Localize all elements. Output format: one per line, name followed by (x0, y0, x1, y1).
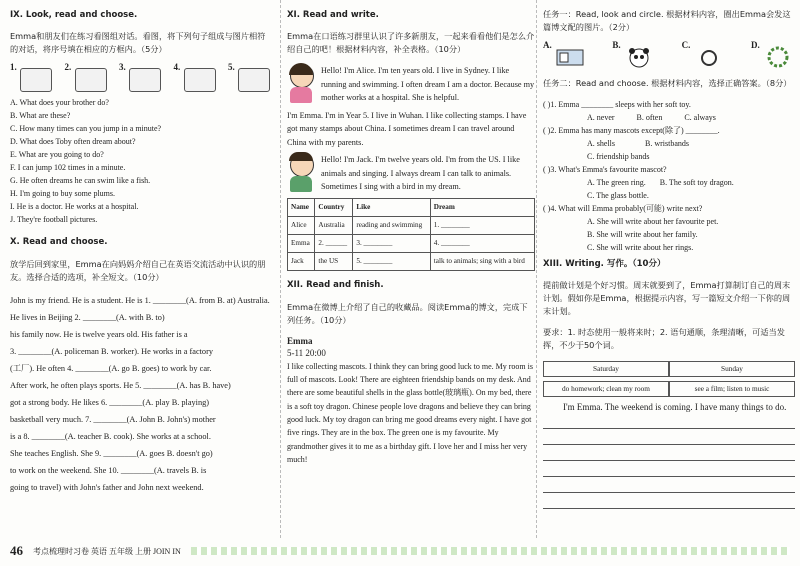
picture-box (129, 68, 161, 92)
wreath-icon (763, 46, 793, 68)
section-10-instructions: 放学后回到家里，Emma在向妈妈介绍自己在英语交流活动中认识的朋友。选择合适的选项，补全短文。（10分） (10, 258, 266, 282)
picture-1 (10, 64, 54, 90)
picture-box (184, 68, 216, 92)
writing-line[interactable] (543, 461, 795, 477)
picture-number: 1. (10, 62, 17, 73)
picture-3 (119, 64, 163, 90)
picture-box (238, 68, 270, 92)
passage-line: John is my friend. He is a student. He is 1. ________(A. from B. at) Australia. He lives in Beijing 2. ________(A. with B. to) (10, 295, 270, 322)
emma-intro (287, 109, 535, 150)
passage-line: to work on the weekend. She 10. ________(A. travels B. is (10, 465, 207, 475)
page-footer (10, 542, 790, 560)
friends-table (287, 198, 535, 271)
activity-label: do homework; clean my room (543, 381, 669, 397)
emma-text: I'm Emma. I'm in Year 5. I live in Wuhan. I like collecting stamps. I have got many stamps about China. I sometimes dream I can travel around China with my parents. (287, 110, 527, 147)
alice-text: Hello! I'm Alice. I'm ten years old. I live in Sydney. I like running and swimming. I often dream I am a doctor. Because my mother works at a hospital. She is helpful. (321, 66, 535, 103)
table-cell: reading and swimming (353, 216, 430, 234)
answer-option[interactable]: C. friendship bands (587, 151, 650, 161)
table-cell: Australia (315, 216, 353, 234)
option: J. They're football pictures. (10, 215, 98, 225)
writing-line[interactable] (543, 445, 795, 461)
section-11-instructions: Emma在口语练习群里认识了许多新朋友，一起来看看他们是怎么介绍自己的吧！根据材料内容，补全表格。（10分） (287, 31, 535, 54)
day-label: Sunday (669, 361, 795, 377)
question-text: ( )4. What will Emma probably(可能) write next? (543, 203, 703, 213)
table-cell[interactable]: 1. ________ (430, 216, 534, 234)
table-cell[interactable]: 3. ________ (353, 234, 430, 252)
boy-avatar-icon (287, 153, 315, 193)
option: F. I can jump 102 times in a minute. (10, 163, 126, 173)
activity-label: see a film; listen to music (669, 381, 795, 397)
table-row (288, 234, 535, 252)
day-label: Saturday (543, 361, 669, 377)
question-text: ( )3. What's Emma's favourite mascot? (543, 164, 667, 174)
table-cell[interactable]: 5. ________ (353, 252, 430, 270)
answer-option[interactable]: B. often (636, 112, 663, 122)
writing-line[interactable] (543, 429, 795, 445)
table-cell: talk to animals; sing with a bird (430, 252, 534, 270)
picture-4 (174, 64, 218, 90)
table-header: Dream (430, 198, 534, 216)
choice-b[interactable] (612, 42, 656, 68)
question-text: ( )1. Emma ________ sleeps with her soft toy. (543, 99, 691, 109)
section-10-passage (10, 292, 272, 496)
picture-number: 4. (173, 62, 181, 73)
alice-intro (287, 64, 535, 105)
question-text: ( )2. Emma has many mascots except(除了) ________. (543, 125, 720, 135)
section-13-title: XIII. Writing. 写作。（10分） (543, 258, 666, 269)
question-4 (543, 202, 795, 254)
passage-line: 3. ________(A. policeman B. worker). He works in a factory (10, 346, 213, 356)
table-header: Country (315, 198, 353, 216)
option: A. What does your brother do? (10, 98, 109, 108)
option: C. How many times can you jump in a minute? (10, 124, 162, 134)
option: B. What are these? (10, 111, 71, 121)
passage-line: (工厂). He often 4. ________(A. go B. goes) to work by car. (10, 363, 212, 373)
answer-option[interactable]: A. The green ring. (587, 177, 646, 187)
writing-line[interactable] (543, 493, 795, 509)
task-2-instructions: 任务二：Read and choose. 根据材料内容，选择正确答案。（8分） (543, 77, 792, 88)
table-row (288, 216, 535, 234)
passage-line: got a strong body. He likes 6. ________(A. play B. playing) (10, 397, 210, 407)
option: I. He is a doctor. He works at a hospital. (10, 202, 139, 212)
passage-line: going to travel) with John's father and John next weekend. (10, 482, 204, 492)
choice-a[interactable] (543, 42, 587, 68)
picture-box (75, 68, 107, 92)
option: G. He often dreams he can swim like a fish. (10, 176, 151, 186)
table-header: Name (288, 198, 315, 216)
answer-option[interactable]: B. She will write about her family. (587, 229, 698, 239)
table-row (288, 252, 535, 270)
passage-line: She teaches English. She 9. ________(A. goes B. doesn't go) (10, 448, 213, 458)
footer-stripe (191, 547, 790, 555)
passage-line: his family now. He is twelve years old. His father is a (10, 329, 188, 339)
answer-option[interactable]: C. always (684, 112, 716, 122)
table-cell: Alice (288, 216, 315, 234)
writing-start: I'm Emma. The weekend is coming. I have many things to do. (563, 401, 787, 412)
picture-number: 3. (119, 62, 126, 73)
blog-author: Emma (287, 335, 313, 346)
choice-d[interactable] (751, 42, 795, 68)
task-1-instructions: 任务一：Read, look and circle. 根据材料内容，圈出Emma会发这篇博文配的图片。（2分） (543, 9, 791, 33)
answer-option[interactable]: B. The soft toy dragon. (659, 177, 734, 187)
answer-option[interactable]: C. She will write about her rings. (587, 242, 694, 252)
answer-option[interactable]: A. She will write about her favourite pet. (587, 216, 719, 226)
blog-post (287, 360, 535, 466)
section-12-instructions: Emma在微博上介绍了自己的收藏品。阅读Emma的博文，完成下列任务。（10分） (287, 301, 528, 325)
section-9-title: IX. Look, read and choose. (10, 9, 138, 20)
picture-2 (65, 64, 109, 90)
section-12-title: XII. Read and finish. (287, 280, 384, 291)
footer-text: 考点梳理时习卷 英语 五年级 上册 JOIN IN (33, 546, 181, 556)
answer-option[interactable]: B. wristbands (645, 138, 689, 148)
weekend-timeline (543, 361, 795, 377)
section-10-title: X. Read and choose. (10, 237, 108, 248)
choice-label: B. (612, 40, 621, 51)
passage-line: basketball very much. 7. ________(A. John B. John's) mother (10, 414, 216, 424)
picture-box (20, 68, 52, 92)
section-9-options (10, 96, 272, 226)
blog-text: I like collecting mascots. I think they can bring good luck to me. My room is full of mascots. Look! There are eighteen friendship bands on my desk. And there are some beautiful shells in the glass bottle(玻璃瓶). On my bed, there is a soft toy dragon. Chinese people love dragons and believe they can bring good luck. My toy dragon can bring me good dreams every night. I have got five rings. They are in the box. The green one is my favourite. My grandmother gives it to me as a birthday gift. I love her and I miss her very much! (287, 361, 533, 464)
girl-avatar-icon (287, 64, 315, 104)
option: D. What does Toby often dream about? (10, 137, 136, 147)
task-1-pictures (543, 42, 795, 68)
choice-c[interactable] (682, 42, 726, 68)
answer-option[interactable]: A. shells (587, 138, 615, 148)
panda-icon (624, 46, 654, 68)
question-3 (543, 163, 795, 202)
jack-intro (287, 153, 535, 194)
table-cell: the US (315, 252, 353, 270)
picture-number: 5. (228, 62, 235, 73)
table-cell[interactable]: 4. ________ (430, 234, 534, 252)
passage-line: After work, he often plays sports. He 5. ________(A. has B. have) (10, 380, 231, 390)
answer-option[interactable]: A. never (587, 112, 615, 122)
choice-label: C. (681, 40, 691, 51)
section-11-title: XI. Read and write. (287, 9, 379, 20)
section-13-requirements: 要求：1. 时态使用一般将来时；2. 语句通顺，条理清晰，可适当发挥，不少于50个词。 (543, 327, 785, 351)
column-middle (280, 0, 535, 538)
picture-5 (228, 64, 272, 90)
passage-line: is a 8. ________(A. teacher B. cook). She works at a school. (10, 431, 211, 441)
stamps-icon (555, 46, 585, 68)
table-header: Like (353, 198, 430, 216)
section-9-instructions: Emma和朋友们在练习看图组对话。看图，将下列句子组成与图片相符的对话，将序号填在相应的方框内。（5分） (10, 31, 266, 54)
option: H. I'm going to buy some plums. (10, 189, 115, 199)
table-cell: Emma (288, 234, 315, 252)
table-cell[interactable]: 2. ______ (315, 234, 353, 252)
writing-line[interactable] (543, 477, 795, 493)
answer-option[interactable]: C. The glass bottle. (587, 190, 649, 200)
page-number: 46 (10, 543, 23, 558)
blog-time: 5-11 20:00 (287, 348, 326, 359)
table-cell: Jack (288, 252, 315, 270)
option: E. What are you going to do? (10, 150, 104, 160)
weekend-activities (543, 381, 795, 397)
ring-icon (694, 46, 724, 68)
column-left (10, 0, 272, 538)
question-2 (543, 124, 795, 163)
jack-text: Hello! I'm Jack. I'm twelve years old. I'm from the US. I like animals and singing. I always dream I can talk to animals. Sometimes I sing with a bird in my dream. (321, 155, 520, 192)
choice-label: D. (750, 40, 760, 51)
column-right (536, 0, 795, 538)
choice-label: A. (543, 40, 552, 51)
section-13-instructions: 提前做计划是个好习惯。周末就要到了，Emma打算制订自己的周末计划。假如你是Emma，根据提示内容，写一篇短文介绍一下你的周末计划。 (543, 280, 791, 317)
picture-row (10, 64, 272, 90)
question-1 (543, 98, 795, 124)
picture-number: 2. (64, 62, 72, 73)
writing-line[interactable] (543, 413, 795, 429)
